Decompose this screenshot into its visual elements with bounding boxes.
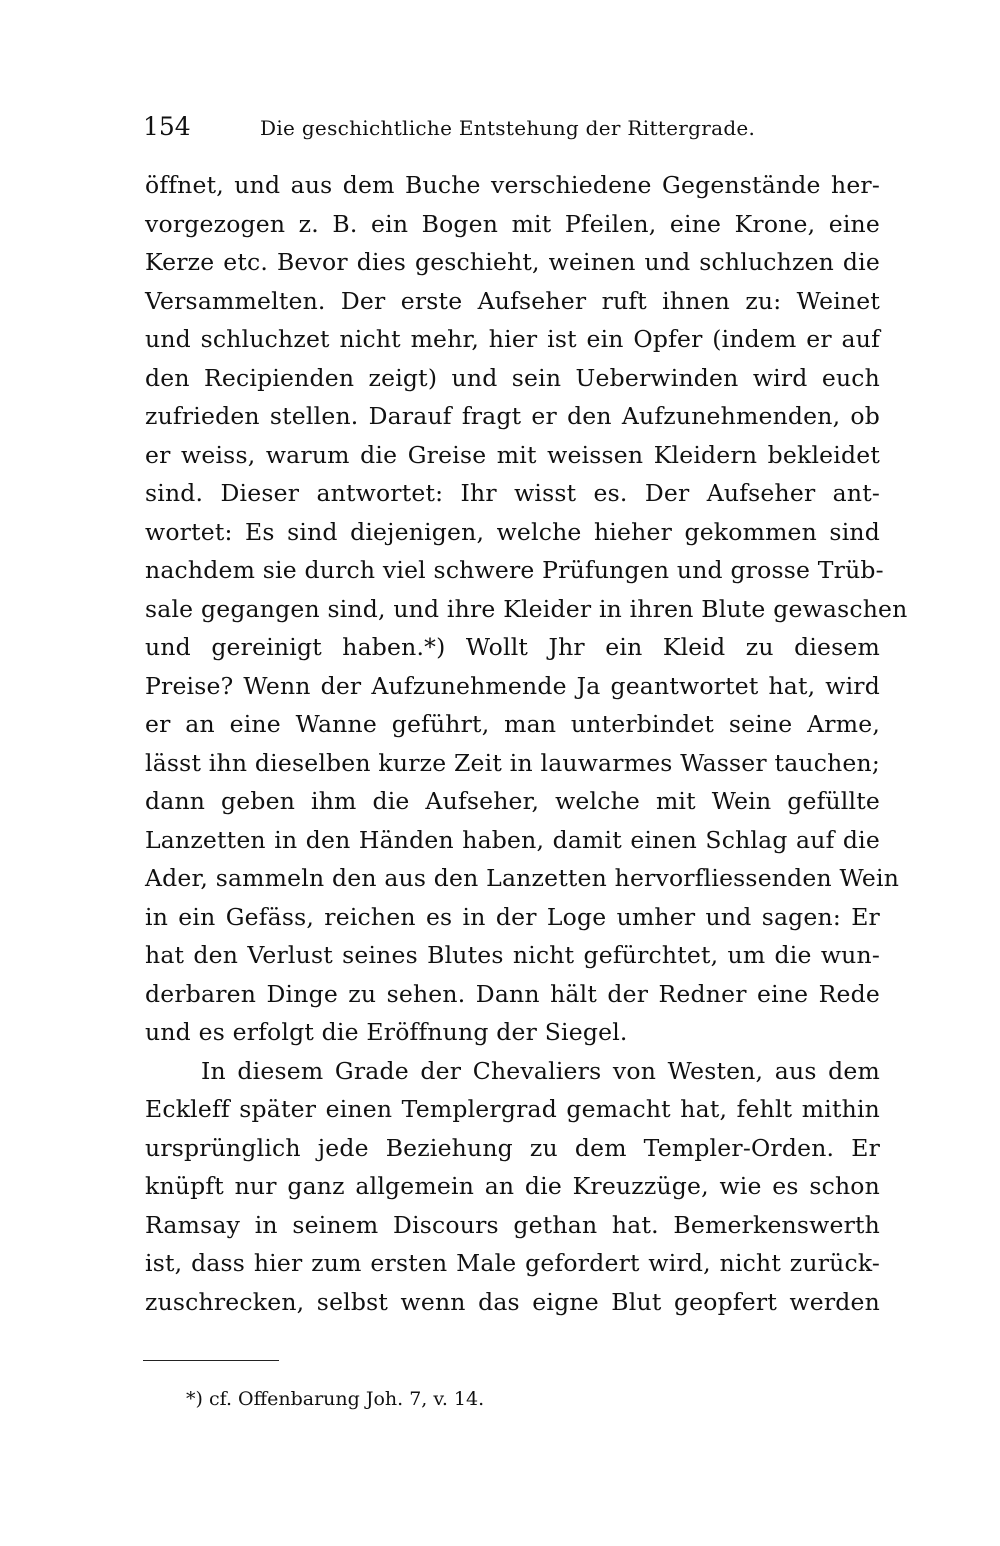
body-text — [145, 166, 908, 1321]
text-line: Lanzetten in den Händen haben, damit einen Schlag auf die — [145, 825, 880, 854]
text-line: sale gegangen sind, und ihre Kleider in ihren Blute gewaschen — [145, 594, 908, 623]
text-line: sind. Dieser antwortet: Ihr wisst es. Der Aufseher ant- — [145, 479, 880, 507]
text-line: Ader, sammeln den aus den Lanzetten hervorfliessenden Wein — [145, 864, 900, 892]
text-line: ursprünglich jede Beziehung zu dem Templer-Orden. Er — [145, 1133, 880, 1162]
text-line: dann geben ihm die Aufseher, welche mit Wein gefüllte — [145, 787, 880, 815]
text-line: Kerze etc. Bevor dies geschieht, weinen und schluchzen die — [145, 248, 880, 276]
footnote-divider — [143, 1360, 279, 1361]
text-line: nachdem sie durch viel schwere Prüfungen und grosse Trüb- — [145, 556, 884, 584]
text-line: ist, dass hier zum ersten Male gefordert wird, nicht zurück- — [145, 1249, 880, 1277]
text-line: und gereinigt haben.*) Wollt Jhr ein Kleid zu diesem — [145, 633, 880, 661]
text-line: wortet: Es sind diejenigen, welche hieher gekommen sind — [145, 517, 880, 546]
text-line: in ein Gefäss, reichen es in der Loge umher und sagen: Er — [145, 902, 880, 931]
text-line: er weiss, warum die Greise mit weissen Kleidern bekleidet — [145, 440, 880, 469]
text-line: öffnet, und aus dem Buche verschiedene Gegenstände her- — [145, 171, 880, 199]
text-line: Eckleff später einen Templergrad gemacht hat, fehlt mithin — [145, 1095, 880, 1123]
running-head: Die geschichtliche Entstehung der Rittergrade. — [260, 116, 756, 140]
page-header — [143, 112, 883, 152]
text-line: zufrieden stellen. Darauf fragt er den Aufzunehmenden, ob — [145, 402, 880, 430]
text-line: lässt ihn dieselben kurze Zeit in lauwarmes Wasser tauchen; — [145, 748, 880, 777]
text-line: zuschrecken, selbst wenn das eigne Blut geopfert werden — [145, 1287, 880, 1316]
footnote: *) cf. Offenbarung Joh. 7, v. 14. — [186, 1388, 485, 1410]
text-line: knüpft nur ganz allgemein an die Kreuzzüge, wie es schon — [145, 1172, 880, 1200]
text-line: derbaren Dinge zu sehen. Dann hält der Redner eine Rede — [145, 979, 880, 1008]
text-line: den Recipienden zeigt) und sein Ueberwinden wird euch — [145, 363, 880, 392]
text-line: er an eine Wanne geführt, man unterbindet seine Arme, — [145, 710, 880, 738]
text-line: Preise? Wenn der Aufzunehmende Ja geantwortet hat, wird — [145, 671, 880, 700]
paragraph-first-line: In diesem Grade der Chevaliers von Westen, aus dem — [201, 1056, 880, 1085]
text-line: hat den Verlust seines Blutes nicht gefürchtet, um die wun- — [145, 941, 880, 969]
text-line: vorgezogen z. B. ein Bogen mit Pfeilen, eine Krone, eine — [145, 209, 880, 238]
text-line: Ramsay in seinem Discours gethan hat. Bemerkenswerth — [145, 1210, 880, 1239]
paragraph-last-line: und es erfolgt die Eröffnung der Siegel. — [145, 1018, 628, 1046]
text-line: und schluchzet nicht mehr, hier ist ein Opfer (indem er auf — [145, 325, 880, 353]
page-number: 154 — [143, 112, 191, 141]
text-line: Versammelten. Der erste Aufseher ruft ihnen zu: Weinet — [145, 286, 880, 315]
